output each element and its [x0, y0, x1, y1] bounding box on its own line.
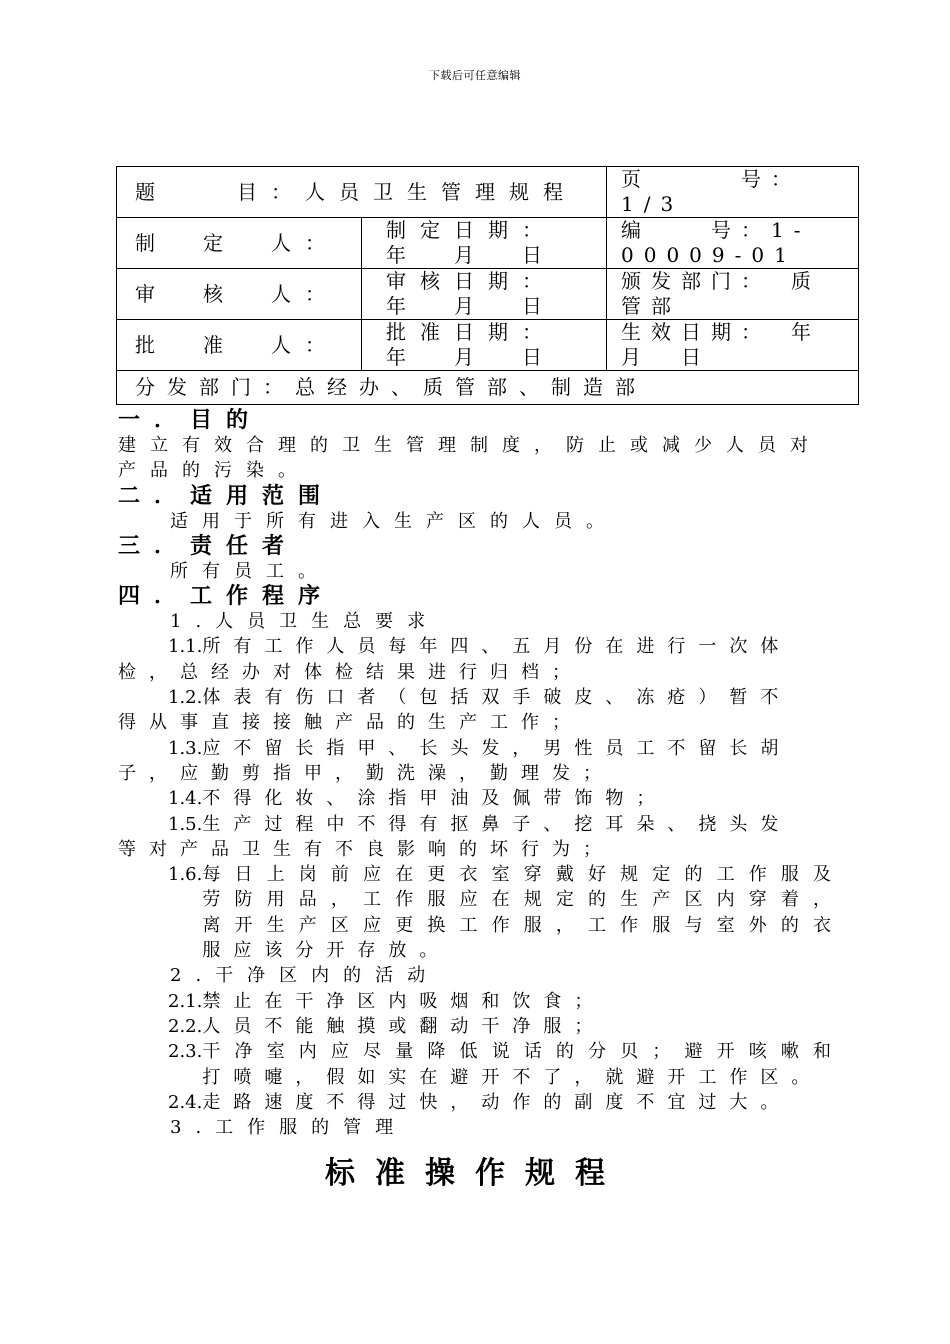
- list-item: 1.3. 应不留长指甲、长头发，男性员工不留长胡: [168, 737, 792, 759]
- list-item: 1.5. 生产过程中不得有抠鼻子、挖耳朵、挠头发: [168, 813, 792, 835]
- paragraph: 建立有效合理的卫生管理制度，防止或减少人员对产品的污染。: [118, 435, 822, 482]
- page-number-cell: 页 号：1/3: [607, 167, 859, 218]
- reviewed-by-cell: 审 核 人：: [117, 269, 362, 320]
- list-item-continuation: 子，应勤剪指甲，勤洗澡，勤理发；: [118, 762, 614, 784]
- table-row: [117, 218, 859, 269]
- approve-date-cell: 批准日期： 年 月 日: [362, 320, 607, 371]
- issuing-dept-cell: 颁发部门： 质管部: [607, 269, 859, 320]
- subsection-title: 2.干净区内的活动: [170, 965, 440, 987]
- paragraph: 适用于所有进入生产区的人员。: [170, 510, 618, 532]
- distribution-cell: 分发部门：总经办、质管部、制造部: [117, 371, 859, 405]
- section-heading: 一．目的: [118, 407, 263, 433]
- section-heading: 二．适用范围: [118, 482, 335, 509]
- list-item-continuation: 检，总经办对体检结果进行归档；: [118, 661, 583, 683]
- list-item: 2.4. 走路速度不得过快，动作的副度不宜过大。: [168, 1091, 792, 1113]
- document-body: [118, 408, 844, 1140]
- list-item: 2.2. 人员不能触摸或翻动干净服；: [168, 1015, 606, 1037]
- header-note: 下载后可任意编辑: [429, 69, 521, 82]
- table-row: [117, 320, 859, 371]
- info-table: [116, 166, 859, 405]
- paragraph: 所有员工。: [170, 560, 330, 582]
- subsection-title: 3.工作服的管理: [170, 1117, 408, 1139]
- list-item: 2.1. 禁止在干净区内吸烟和饮食；: [168, 990, 606, 1012]
- effective-date-cell: 生效日期： 年 月 日: [607, 320, 859, 371]
- list-item: 1.4. 不得化妆、涂指甲油及佩带饰物；: [168, 788, 668, 810]
- table-row: [117, 371, 859, 405]
- title-cell: 题 目：人员卫生管理规程: [117, 167, 607, 218]
- list-item: 1.6. 每日上岗前应在更衣室穿戴好规定的工作服及劳防用品，工作服应在规定的生产区内穿着，离开生产区应更换工作服，工作服与室外的衣服应该分开存放。: [168, 864, 844, 962]
- list-item: 1.1. 所有工作人员每年四、五月份在进行一次体: [168, 636, 792, 658]
- list-item-continuation: 得从事直接接触产品的生产工作；: [118, 712, 583, 734]
- section-heading: 三．责任者: [118, 532, 299, 559]
- list-item: 2.3. 干净室内应尽量降低说话的分贝；避开咳嗽和打喷嚏，假如实在避开不了，就避开工作区。: [168, 1041, 844, 1088]
- table-row: [117, 167, 859, 218]
- list-item: 1.2. 体表有伤口者（包括双手破皮、冻疮）暂不: [168, 687, 792, 709]
- footer-title: 标准操作规程: [325, 1156, 625, 1191]
- review-date-cell: 审核日期： 年 月 日: [362, 269, 607, 320]
- section-heading: 四．工作程序: [118, 583, 335, 610]
- code-cell: 编 号：1-00009-01: [607, 218, 859, 269]
- subsection-title: 1.人员卫生总要求: [170, 611, 440, 633]
- approved-by-cell: 批 准 人：: [117, 320, 362, 371]
- list-item-continuation: 等对产品卫生有不良影响的坏行为；: [118, 838, 614, 860]
- prepared-date-cell: 制定日期： 年 月 日: [362, 218, 607, 269]
- table-row: [117, 269, 859, 320]
- prepared-by-cell: 制 定 人：: [117, 218, 362, 269]
